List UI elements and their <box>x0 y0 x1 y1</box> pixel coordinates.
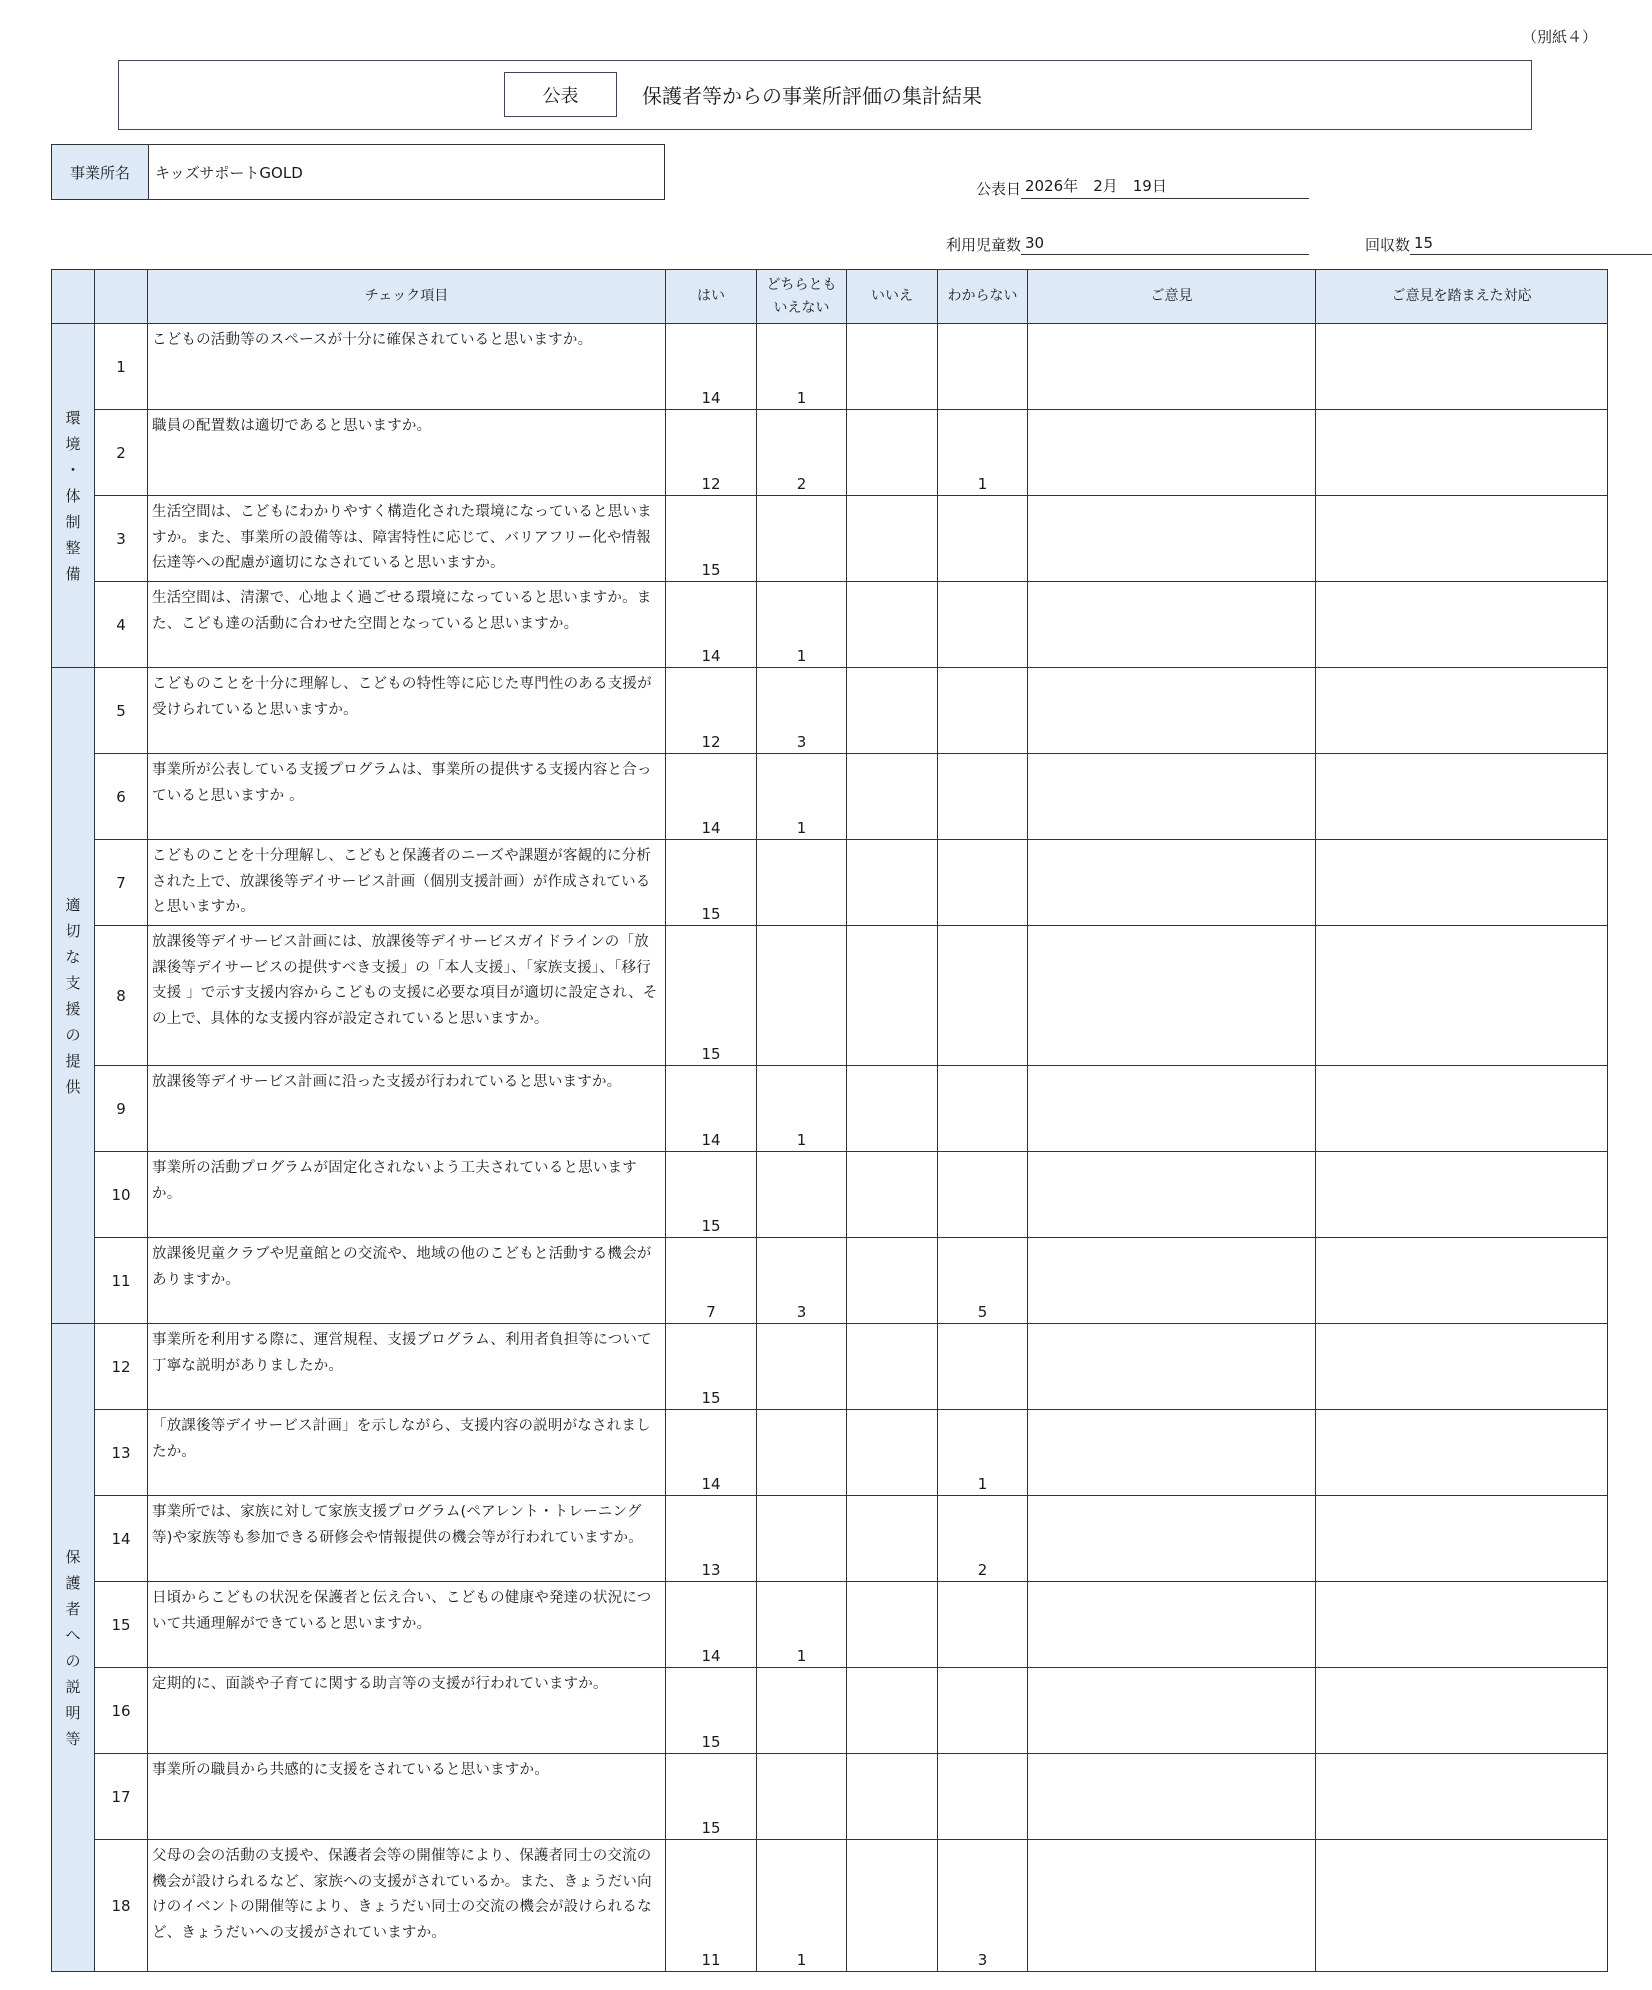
opinion-cell <box>1028 1582 1316 1668</box>
count-yes: 14 <box>666 1410 757 1496</box>
header-neutral: どちらとも いえない <box>757 270 847 324</box>
count-neutral <box>757 1324 847 1410</box>
opinion-cell <box>1028 1754 1316 1840</box>
count-no <box>847 754 938 840</box>
row-number: 3 <box>95 496 148 582</box>
question-text: 職員の配置数は適切であると思いますか。 <box>148 410 666 496</box>
row-number: 6 <box>95 754 148 840</box>
count-unknown <box>938 754 1028 840</box>
category-char: 援 <box>65 999 81 1018</box>
table-row <box>52 410 1608 496</box>
count-no <box>847 1152 938 1238</box>
count-yes: 12 <box>666 668 757 754</box>
row-number: 12 <box>95 1324 148 1410</box>
category-char: 適 <box>65 895 81 914</box>
opinion-cell <box>1028 1668 1316 1754</box>
category-char: 明 <box>65 1703 81 1722</box>
count-yes: 15 <box>666 926 757 1066</box>
responses-count-label: 回収数 <box>1365 236 1411 254</box>
table-body <box>52 324 1608 1972</box>
count-no <box>847 1582 938 1668</box>
count-unknown: 1 <box>938 1410 1028 1496</box>
table-row <box>52 1324 1608 1410</box>
count-yes: 7 <box>666 1238 757 1324</box>
count-yes: 15 <box>666 1668 757 1754</box>
response-cell <box>1316 1152 1608 1238</box>
count-unknown <box>938 1324 1028 1410</box>
row-number: 7 <box>95 840 148 926</box>
count-unknown <box>938 840 1028 926</box>
category-char: 等 <box>65 1729 81 1748</box>
opinion-cell <box>1028 410 1316 496</box>
count-neutral <box>757 1410 847 1496</box>
category-char: 者 <box>65 1599 81 1618</box>
category-label <box>52 324 95 668</box>
office-name-value: キッズサポートGOLD <box>155 163 303 182</box>
count-no <box>847 1840 938 1972</box>
count-no <box>847 668 938 754</box>
question-text: 定期的に、面談や子育てに関する助言等の支援が行われていますか。 <box>148 1668 666 1754</box>
row-number: 16 <box>95 1668 148 1754</box>
row-number: 9 <box>95 1066 148 1152</box>
category-char: 備 <box>65 564 81 583</box>
opinion-cell <box>1028 668 1316 754</box>
response-cell <box>1316 1840 1608 1972</box>
count-no <box>847 1668 938 1754</box>
office-name-label: 事業所名 <box>52 145 149 199</box>
response-cell <box>1316 926 1608 1066</box>
table-row <box>52 1582 1608 1668</box>
response-cell <box>1316 324 1608 410</box>
response-cell <box>1316 410 1608 496</box>
count-neutral: 1 <box>757 754 847 840</box>
response-cell <box>1316 840 1608 926</box>
header-yes: はい <box>666 270 757 324</box>
category-char: 護 <box>65 1573 81 1592</box>
category-char: 説 <box>65 1677 81 1696</box>
count-no <box>847 840 938 926</box>
count-no <box>847 1410 938 1496</box>
table-row <box>52 324 1608 410</box>
count-unknown <box>938 324 1028 410</box>
header-response: ご意見を踏まえた対応 <box>1316 270 1608 324</box>
count-neutral: 3 <box>757 1238 847 1324</box>
category-label <box>52 1324 95 1972</box>
category-label <box>52 668 95 1324</box>
category-char: 制 <box>65 512 81 531</box>
count-unknown <box>938 1668 1028 1754</box>
category-char: 供 <box>65 1077 81 1096</box>
count-no <box>847 926 938 1066</box>
count-yes: 14 <box>666 1066 757 1152</box>
count-unknown <box>938 1754 1028 1840</box>
opinion-cell <box>1028 1410 1316 1496</box>
row-number: 1 <box>95 324 148 410</box>
response-cell <box>1316 1410 1608 1496</box>
count-neutral: 1 <box>757 1840 847 1972</box>
public-tag: 公表 <box>504 72 617 117</box>
count-neutral <box>757 496 847 582</box>
count-no <box>847 1238 938 1324</box>
count-unknown: 1 <box>938 410 1028 496</box>
publish-date-label: 公表日 <box>976 180 1022 198</box>
category-char: 体 <box>65 486 81 505</box>
category-char: へ <box>65 1625 81 1644</box>
count-no <box>847 582 938 668</box>
count-unknown: 2 <box>938 1496 1028 1582</box>
question-text: 生活空間は、こどもにわかりやすく構造化された環境になっていると思いますか。また、事業所の設備等は、障害特性に応じて、バリアフリー化や情報伝達等への配慮が適切になされていると思いますか。 <box>148 496 666 582</box>
category-char: ・ <box>65 460 81 479</box>
responses-count-value: 15 <box>1410 231 1652 255</box>
count-yes: 13 <box>666 1496 757 1582</box>
count-yes: 15 <box>666 1754 757 1840</box>
response-cell <box>1316 1066 1608 1152</box>
table-row <box>52 1754 1608 1840</box>
opinion-cell <box>1028 1840 1316 1972</box>
count-no <box>847 410 938 496</box>
count-no <box>847 1324 938 1410</box>
table-row <box>52 840 1608 926</box>
question-text: 放課後児童クラブや児童館との交流や、地域の他のこどもと活動する機会がありますか。 <box>148 1238 666 1324</box>
opinion-cell <box>1028 1066 1316 1152</box>
table-row <box>52 1066 1608 1152</box>
response-cell <box>1316 1496 1608 1582</box>
row-number: 5 <box>95 668 148 754</box>
count-neutral: 1 <box>757 1582 847 1668</box>
category-char: 支 <box>65 973 81 992</box>
count-neutral <box>757 1496 847 1582</box>
count-unknown <box>938 1152 1028 1238</box>
count-yes: 14 <box>666 582 757 668</box>
evaluation-table <box>51 269 1608 1972</box>
response-cell <box>1316 754 1608 840</box>
table-header-row <box>52 270 1608 324</box>
count-unknown <box>938 668 1028 754</box>
count-unknown <box>938 582 1028 668</box>
count-yes: 14 <box>666 754 757 840</box>
category-char: の <box>65 1025 81 1044</box>
count-neutral <box>757 840 847 926</box>
response-cell <box>1316 668 1608 754</box>
table-row <box>52 1238 1608 1324</box>
table-row <box>52 668 1608 754</box>
question-text: 「放課後等デイサービス計画」を示しながら、支援内容の説明がなされましたか。 <box>148 1410 666 1496</box>
category-char: 整 <box>65 538 81 557</box>
question-text: 日頃からこどもの状況を保護者と伝え合い、こどもの健康や発達の状況について共通理解ができていると思いますか。 <box>148 1582 666 1668</box>
opinion-cell <box>1028 754 1316 840</box>
header-opinion: ご意見 <box>1028 270 1316 324</box>
publish-date-field <box>976 175 1309 199</box>
table-row <box>52 1496 1608 1582</box>
count-unknown <box>938 926 1028 1066</box>
row-number: 17 <box>95 1754 148 1840</box>
category-char: な <box>65 947 81 966</box>
table-row <box>52 926 1608 1066</box>
response-cell <box>1316 1582 1608 1668</box>
count-neutral <box>757 1668 847 1754</box>
count-neutral: 2 <box>757 410 847 496</box>
table-row <box>52 1840 1608 1972</box>
category-char: 保 <box>65 1547 81 1566</box>
count-neutral: 1 <box>757 582 847 668</box>
category-char: 切 <box>65 921 81 940</box>
opinion-cell <box>1028 582 1316 668</box>
count-no <box>847 1066 938 1152</box>
publish-date-value: 2026年 2月 19日 <box>1021 175 1309 199</box>
header-number <box>95 270 148 324</box>
row-number: 10 <box>95 1152 148 1238</box>
count-yes: 15 <box>666 496 757 582</box>
row-number: 2 <box>95 410 148 496</box>
question-text: 放課後等デイサービス計画に沿った支援が行われていると思いますか。 <box>148 1066 666 1152</box>
count-yes: 15 <box>666 1324 757 1410</box>
row-number: 13 <box>95 1410 148 1496</box>
count-neutral <box>757 926 847 1066</box>
row-number: 15 <box>95 1582 148 1668</box>
table-row <box>52 754 1608 840</box>
count-unknown: 5 <box>938 1238 1028 1324</box>
opinion-cell <box>1028 840 1316 926</box>
opinion-cell <box>1028 324 1316 410</box>
response-cell <box>1316 582 1608 668</box>
question-text: 事業所を利用する際に、運営規程、支援プログラム、利用者負担等について丁寧な説明がありましたか。 <box>148 1324 666 1410</box>
count-neutral: 3 <box>757 668 847 754</box>
count-yes: 14 <box>666 324 757 410</box>
count-unknown <box>938 496 1028 582</box>
opinion-cell <box>1028 496 1316 582</box>
count-unknown: 3 <box>938 1840 1028 1972</box>
opinion-cell <box>1028 1496 1316 1582</box>
count-neutral <box>757 1152 847 1238</box>
header-item: チェック項目 <box>148 270 666 324</box>
question-text: 父母の会の活動の支援や、保護者会等の開催等により、保護者同士の交流の機会が設けられるなど、家族への支援がされているか。また、きょうだい向けのイベントの開催等により、きょうだい同士の交流の機会が設けられるなど、きょうだいへの支援がされていますか。 <box>148 1840 666 1972</box>
users-count-field <box>946 231 1309 255</box>
table-row <box>52 1668 1608 1754</box>
question-text: 事業所の職員から共感的に支援をされていると思いますか。 <box>148 1754 666 1840</box>
opinion-cell <box>1028 926 1316 1066</box>
count-no <box>847 496 938 582</box>
count-yes: 15 <box>666 840 757 926</box>
category-char: の <box>65 1651 81 1670</box>
response-cell <box>1316 1238 1608 1324</box>
row-number: 18 <box>95 1840 148 1972</box>
header-category <box>52 270 95 324</box>
table-row <box>52 1152 1608 1238</box>
question-text: 事業所が公表している支援プログラムは、事業所の提供する支援内容と合っていると思いますか 。 <box>148 754 666 840</box>
users-count-label: 利用児童数 <box>946 236 1022 254</box>
count-no <box>847 1754 938 1840</box>
responses-count-field <box>1365 231 1652 255</box>
question-text: 事業所では、家族に対して家族支援プログラム(ペアレント・トレーニング等)や家族等も参加できる研修会や情報提供の機会等が行われていますか。 <box>148 1496 666 1582</box>
count-yes: 14 <box>666 1582 757 1668</box>
header-unknown: わからない <box>938 270 1028 324</box>
row-number: 4 <box>95 582 148 668</box>
response-cell <box>1316 1324 1608 1410</box>
office-name-box <box>51 144 665 200</box>
category-char: 境 <box>65 434 81 453</box>
count-yes: 11 <box>666 1840 757 1972</box>
opinion-cell <box>1028 1324 1316 1410</box>
annex-label: （別紙４） <box>1521 28 1597 46</box>
response-cell <box>1316 1668 1608 1754</box>
row-number: 8 <box>95 926 148 1066</box>
count-unknown <box>938 1066 1028 1152</box>
table-row <box>52 496 1608 582</box>
count-no <box>847 1496 938 1582</box>
question-text: 生活空間は、清潔で、心地よく過ごせる環境になっていると思いますか。また、こども達の活動に合わせた空間となっていると思いますか。 <box>148 582 666 668</box>
count-neutral <box>757 1754 847 1840</box>
question-text: 事業所の活動プログラムが固定化されないよう工夫されていると思いますか。 <box>148 1152 666 1238</box>
count-unknown <box>938 1582 1028 1668</box>
opinion-cell <box>1028 1152 1316 1238</box>
table-row <box>52 1410 1608 1496</box>
question-text: 放課後等デイサービス計画には、放課後等デイサービスガイドラインの「放課後等デイサービスの提供すべき支援」の「本人支援」、「家族支援」、「移行支援 」で示す支援内容からこどもの支援に必要な項目が適切に設定され、その上で、具体的な支援内容が設定されていると思いますか。 <box>148 926 666 1066</box>
table-row <box>52 582 1608 668</box>
question-text: こどもの活動等のスペースが十分に確保されていると思いますか。 <box>148 324 666 410</box>
row-number: 14 <box>95 1496 148 1582</box>
response-cell <box>1316 496 1608 582</box>
title-box <box>118 60 1532 130</box>
response-cell <box>1316 1754 1608 1840</box>
question-text: こどものことを十分に理解し、こどもの特性等に応じた専門性のある支援が受けられていると思いますか。 <box>148 668 666 754</box>
page-title: 保護者等からの事業所評価の集計結果 <box>642 84 982 108</box>
row-number: 11 <box>95 1238 148 1324</box>
category-char: 環 <box>65 408 81 427</box>
count-yes: 15 <box>666 1152 757 1238</box>
count-no <box>847 324 938 410</box>
count-neutral: 1 <box>757 1066 847 1152</box>
question-text: こどものことを十分理解し、こどもと保護者のニーズや課題が客観的に分析された上で、放課後等デイサービス計画（個別支援計画）が作成されていると思いますか。 <box>148 840 666 926</box>
count-neutral: 1 <box>757 324 847 410</box>
users-count-value: 30 <box>1021 231 1309 255</box>
opinion-cell <box>1028 1238 1316 1324</box>
count-yes: 12 <box>666 410 757 496</box>
category-char: 提 <box>65 1051 81 1070</box>
header-no: いいえ <box>847 270 938 324</box>
